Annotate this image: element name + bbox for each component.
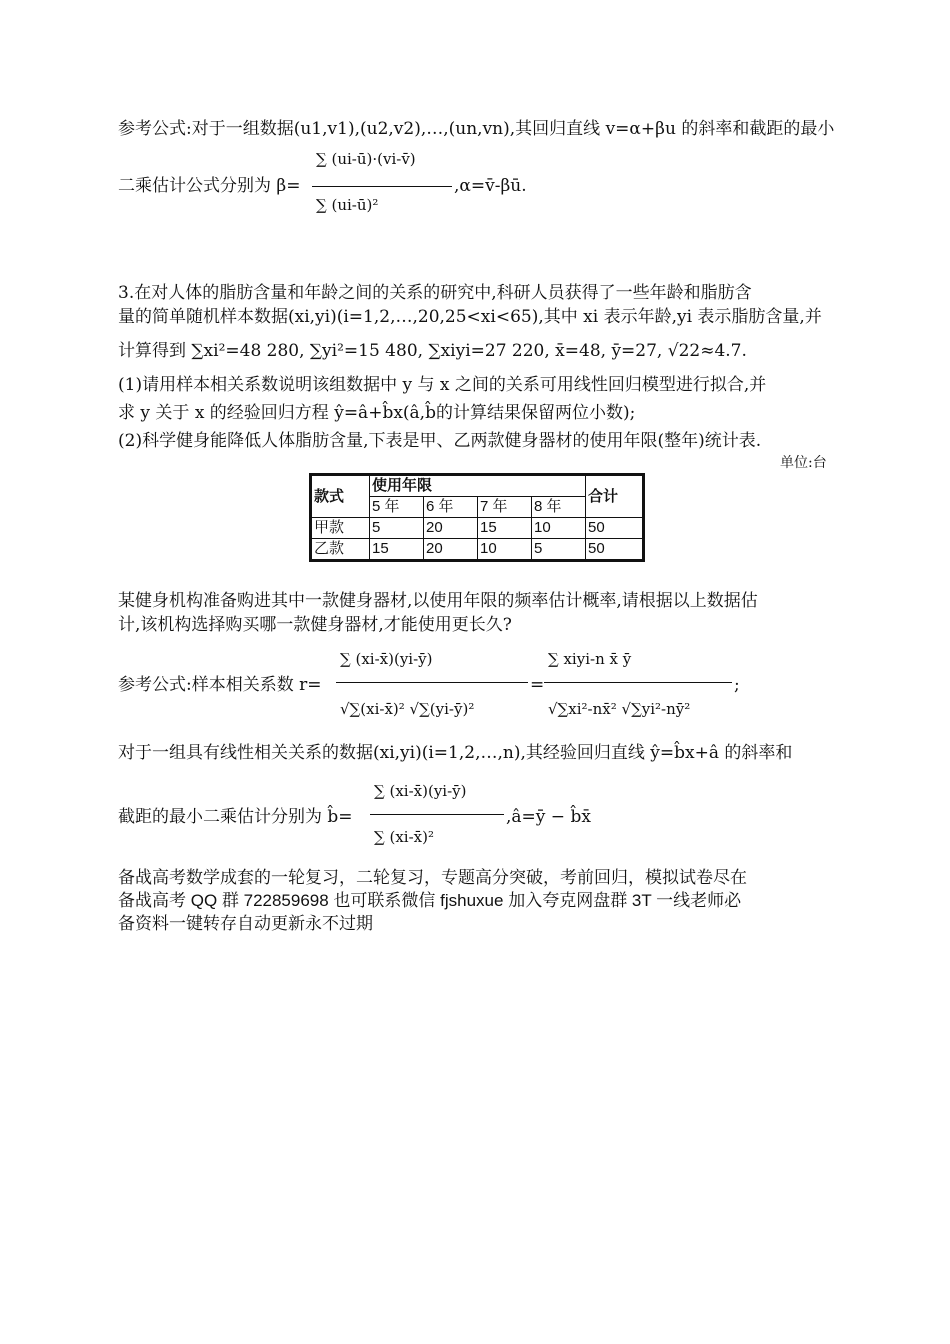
beta-numerator: ∑ (ui-ū)·(vi-v̄) <box>316 150 416 168</box>
row-name: 乙款 <box>311 539 370 561</box>
notice-line-3: 备资料一键转存自动更新永不过期 <box>118 914 373 933</box>
row-name: 甲款 <box>311 518 370 539</box>
header-model: 款式 <box>311 475 370 518</box>
notice-line-1: 备战高考数学成套的一轮复习，二轮复习，专题高分突破，考前回归，模拟试卷尽在 <box>118 868 747 887</box>
cell-value: 20 <box>424 539 478 561</box>
a-hat-formula: ,â=ȳ − b̂x̄ <box>506 807 591 827</box>
b-fraction-bar <box>370 814 504 815</box>
beta-denominator: ∑ (ui-ū)² <box>316 196 379 214</box>
formula-intro-line: 参考公式:对于一组数据(u1,v1),(u2,v2),…,(un,vn),其回归直线 v=α+βu 的斜率和截距的最小 <box>118 119 835 139</box>
r-fraction-bar-2 <box>544 682 732 683</box>
usage-years-table <box>309 473 645 562</box>
unit-label: 单位:台 <box>780 455 827 471</box>
least-squares-label: 截距的最小二乘估计分别为 b̂= <box>118 807 353 827</box>
cell-value: 10 <box>532 518 586 539</box>
alpha-formula: ,α=v̄-βū. <box>454 176 527 196</box>
question-3-line2: 量的简单随机样本数据(xi,yi)(i=1,2,…,20,25<xi<65),其中 xi 表示年龄,yi 表示脂肪含量,并 <box>118 307 822 327</box>
cell-value: 5 <box>370 518 424 539</box>
r-numerator-1: ∑ (xi-x̄)(yi-ȳ) <box>340 650 433 668</box>
regression-line-text: 对于一组具有线性相关关系的数据(xi,yi)(i=1,2,…,n),其经验回归直线 ŷ=b̂x+â 的斜率和 <box>118 743 793 763</box>
header-total: 合计 <box>586 475 644 518</box>
formula-beta-label: 二乘估计公式分别为 β= <box>118 176 301 196</box>
correlation-label: 参考公式:样本相关系数 r= <box>118 675 322 695</box>
r-denominator-1: √∑(xi-x̄)² √∑(yi-ȳ)² <box>340 700 475 718</box>
header-year-5: 5 年 <box>370 497 424 518</box>
b-numerator: ∑ (xi-x̄)(yi-ȳ) <box>374 782 467 800</box>
formula-semicolon: ; <box>734 675 740 695</box>
question-part2: (2)科学健身能降低人体脂肪含量,下表是甲、乙两款健身器材的使用年限(整年)统计表. <box>118 431 762 451</box>
equals-sign: = <box>530 675 545 695</box>
cell-value: 5 <box>532 539 586 561</box>
table-row <box>311 518 644 539</box>
b-denominator: ∑ (xi-x̄)² <box>374 828 434 846</box>
header-year-6: 6 年 <box>424 497 478 518</box>
question-part1-a: (1)请用样本相关系数说明该组数据中 y 与 x 之间的关系可用线性回归模型进行拟合,并 <box>118 375 767 395</box>
r-fraction-bar-1 <box>336 682 528 683</box>
header-year-7: 7 年 <box>478 497 532 518</box>
cell-value: 15 <box>478 518 532 539</box>
header-years: 使用年限 <box>370 475 586 497</box>
question-3b-line2: 计,该机构选择购买哪一款健身器材,才能使用更长久? <box>118 615 512 635</box>
cell-value: 10 <box>478 539 532 561</box>
cell-total: 50 <box>586 539 644 561</box>
question-3-line1: 3.在对人体的脂肪含量和年龄之间的关系的研究中,科研人员获得了一些年龄和脂肪含 <box>118 283 752 303</box>
notice-line-2: 备战高考 QQ 群 722859698 也可联系微信 fjshuxue 加入夸克网盘群 3T 一线老师必 <box>118 891 742 910</box>
r-denominator-2: √∑xi²-nx̄² √∑yi²-nȳ² <box>548 700 691 718</box>
cell-value: 20 <box>424 518 478 539</box>
table-row <box>311 539 644 561</box>
cell-value: 15 <box>370 539 424 561</box>
question-3-sums: 计算得到 ∑xi²=48 280, ∑yi²=15 480, ∑xiyi=27 220, x̄=48, ȳ=27, √22≈4.7. <box>118 341 747 361</box>
question-3b-line1: 某健身机构准备购进其中一款健身器材,以使用年限的频率估计概率,请根据以上数据估 <box>118 591 758 611</box>
question-part1-b: 求 y 关于 x 的经验回归方程 ŷ=â+b̂x(â,b̂的计算结果保留两位小数); <box>118 403 636 423</box>
r-numerator-2: ∑ xiyi-n x̄ ȳ <box>548 650 632 668</box>
cell-total: 50 <box>586 518 644 539</box>
header-year-8: 8 年 <box>532 497 586 518</box>
beta-fraction-bar <box>312 186 452 187</box>
